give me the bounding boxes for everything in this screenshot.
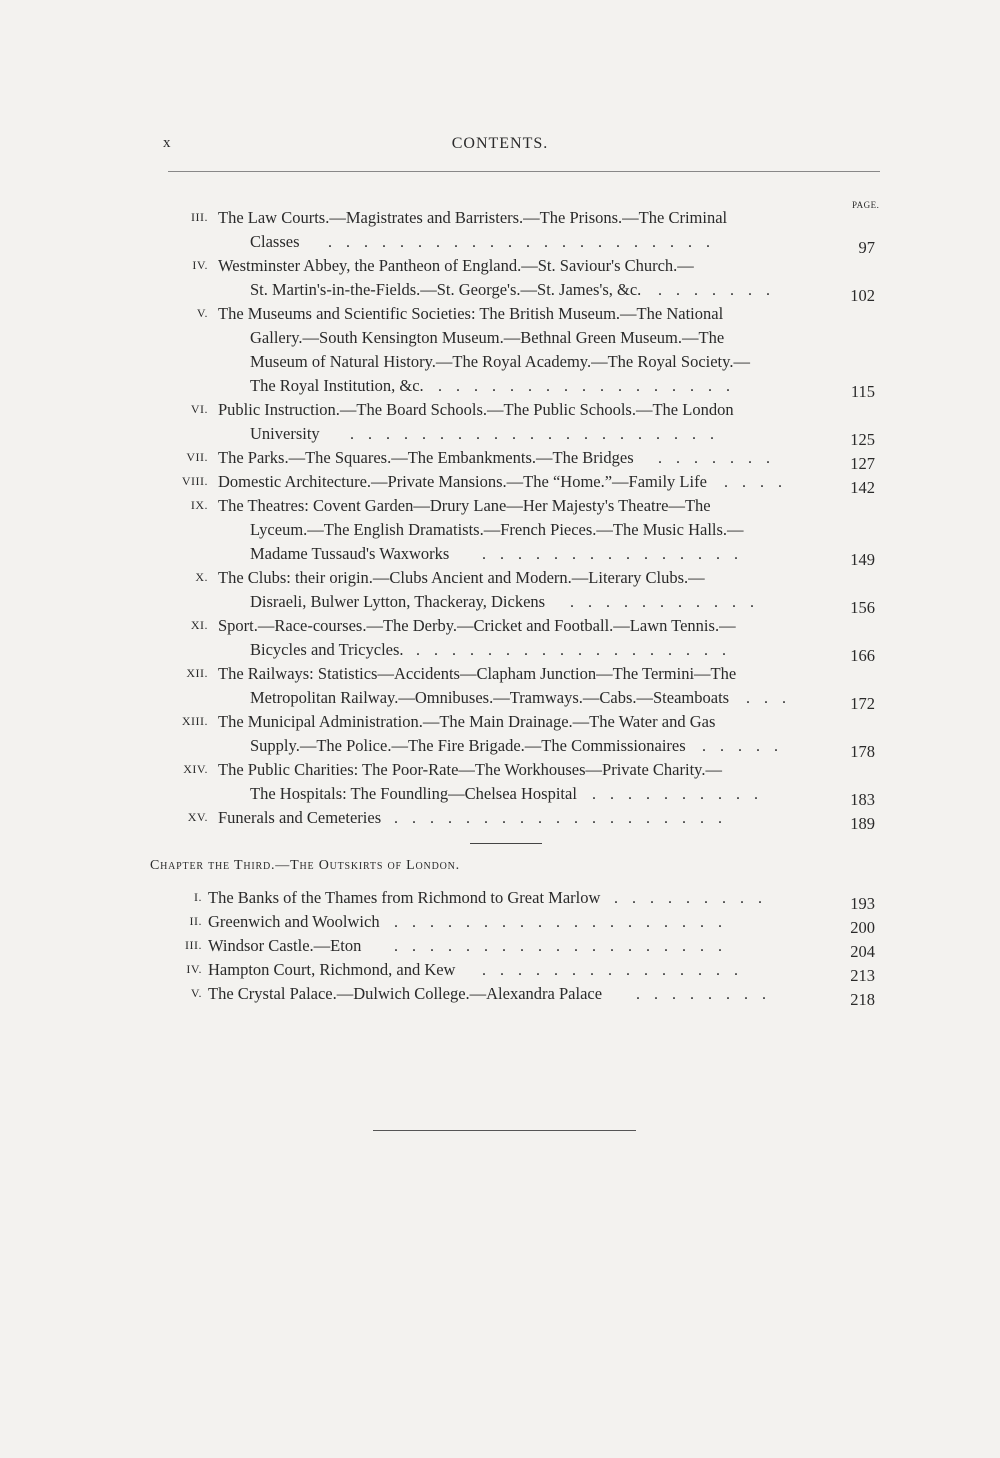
entry-text-line: The Parks.—The Squares.—The Embankments.—The Bridges <box>218 448 634 467</box>
entry-text-line: The Museums and Scientific Societies: The British Museum.—The National <box>218 304 724 323</box>
chapter-title: Chapter the Third.—The Outskirts of London. <box>150 858 460 873</box>
page-number: 172 <box>850 694 875 713</box>
page-number: 149 <box>850 550 875 569</box>
entry-text-line: Greenwich and Woolwich <box>208 912 380 931</box>
entry-text-line: Bicycles and Tricycles. <box>250 640 404 659</box>
entry-text-line: The Railways: Statistics—Accidents—Clapham Junction—The Termini—The <box>218 664 737 683</box>
dot-leader: .... <box>724 474 796 491</box>
entry-text-line: St. Martin's-in-the-Fields.—St. George's.—St. James's, &c. <box>250 280 642 299</box>
entry-text-line: Public Instruction.—The Board Schools.—The Public Schools.—The London <box>218 400 734 419</box>
dot-leader: ....... <box>658 450 784 467</box>
entry-text-line: Classes <box>250 232 300 251</box>
page-number: 127 <box>850 454 875 473</box>
page-number: 178 <box>850 742 875 761</box>
dot-leader: ...................... <box>328 234 724 251</box>
section-divider <box>470 843 542 844</box>
entry-number: IV. <box>186 962 202 976</box>
entry-text-line: Disraeli, Bulwer Lytton, Thackeray, Dickens <box>250 592 546 611</box>
end-rule <box>373 1130 636 1131</box>
dot-leader: ................. <box>438 378 744 395</box>
entry-text-line: The Law Courts.—Magistrates and Barristers.—The Prisons.—The Criminal <box>218 208 728 227</box>
entry-text-line: Lyceum.—The English Dramatists.—French Pieces.—The Music Halls.— <box>250 520 744 539</box>
entry-number: III. <box>191 210 208 224</box>
entry-text-line: The Banks of the Thames from Richmond to Great Marlow <box>208 888 601 907</box>
entry-text-line: Metropolitan Railway.—Omnibuses.—Tramways.—Cabs.—Steamboats <box>250 688 730 707</box>
dot-leader: ............... <box>482 962 752 979</box>
entry-number: V. <box>190 986 202 1000</box>
entry-number: VI. <box>190 402 208 416</box>
page-number: 166 <box>850 646 875 665</box>
page-number: 193 <box>850 894 875 913</box>
entry-number: V. <box>196 306 208 320</box>
dot-leader: ................... <box>394 914 736 931</box>
page-number: 200 <box>850 918 875 937</box>
entry-text-line: Domestic Architecture.—Private Mansions.—The “Home.”—Family Life <box>218 472 707 491</box>
entry-text-line: Madame Tussaud's Waxworks <box>250 544 450 563</box>
page-number: 213 <box>850 966 875 985</box>
page-number: 97 <box>858 238 875 257</box>
entry-number: I. <box>194 890 202 904</box>
page-column-label: PAGE. <box>852 200 880 210</box>
entry-number: XII. <box>186 666 208 680</box>
dot-leader: ................... <box>394 938 736 955</box>
entry-number: X. <box>195 570 208 584</box>
entry-text-line: Museum of Natural History.—The Royal Academy.—The Royal Society.— <box>250 352 750 371</box>
dot-leader: ......... <box>614 890 776 907</box>
page-number: 204 <box>850 942 875 961</box>
dot-leader: ............... <box>482 546 752 563</box>
entry-text-line: The Clubs: their origin.—Clubs Ancient and Modern.—Literary Clubs.— <box>218 568 705 587</box>
entry-text-line: The Crystal Palace.—Dulwich College.—Alexandra Palace <box>208 984 603 1003</box>
running-head: CONTENTS. <box>451 135 549 152</box>
page-number: 218 <box>850 990 875 1009</box>
dot-leader: ... <box>746 690 800 707</box>
dot-leader: .................. <box>416 642 740 659</box>
entry-text-line: The Public Charities: The Poor-Rate—The Workhouses—Private Charity.— <box>218 760 722 779</box>
page-folio: x <box>163 135 172 151</box>
dot-leader: ..................... <box>350 426 728 443</box>
entry-text-line: Sport.—Race-courses.—The Derby.—Cricket and Football.—Lawn Tennis.— <box>218 616 736 635</box>
entry-text-line: The Municipal Administration.—The Main Drainage.—The Water and Gas <box>218 712 716 731</box>
entry-number: IX. <box>190 498 208 512</box>
dot-leader: ....... <box>658 282 784 299</box>
page-number: 115 <box>850 382 875 401</box>
entry-number: IV. <box>192 258 208 272</box>
entry-text-line: University <box>250 424 320 443</box>
entry-text-line: The Royal Institution, &c. <box>250 376 424 395</box>
entry-text-line: Supply.—The Police.—The Fire Brigade.—The Commissionaires <box>250 736 686 755</box>
entry-number: II. <box>189 914 202 928</box>
page-number: 125 <box>850 430 875 449</box>
entry-number: XIV. <box>183 762 208 776</box>
entry-text-line: Westminster Abbey, the Pantheon of England.—St. Saviour's Church.— <box>218 256 694 275</box>
entry-number: VIII. <box>181 474 208 488</box>
header-rule <box>168 171 880 172</box>
entry-number: XV. <box>187 810 208 824</box>
entry-number: XI. <box>190 618 208 632</box>
page-number: 102 <box>850 286 875 305</box>
entry-text-line: Hampton Court, Richmond, and Kew <box>208 960 456 979</box>
page-number: 189 <box>850 814 875 833</box>
entry-text-line: Gallery.—South Kensington Museum.—Bethnal Green Museum.—The <box>250 328 725 347</box>
entry-number: VII. <box>186 450 208 464</box>
entry-text-line: The Theatres: Covent Garden—Drury Lane—Her Majesty's Theatre—The <box>218 496 711 515</box>
dot-leader: ..... <box>702 738 792 755</box>
page-number: 183 <box>850 790 875 809</box>
entry-text-line: Windsor Castle.—Eton <box>208 936 362 955</box>
dot-leader: ........... <box>570 594 768 611</box>
dot-leader: ................... <box>394 810 736 827</box>
dot-leader: .......... <box>592 786 772 803</box>
entry-text-line: Funerals and Cemeteries <box>218 808 382 827</box>
dot-leader: ........ <box>636 986 780 1003</box>
page-number: 156 <box>850 598 875 617</box>
entry-number: III. <box>185 938 202 952</box>
page-number: 142 <box>850 478 875 497</box>
entry-number: XIII. <box>181 714 208 728</box>
entry-text-line: The Hospitals: The Foundling—Chelsea Hospital <box>250 784 577 803</box>
